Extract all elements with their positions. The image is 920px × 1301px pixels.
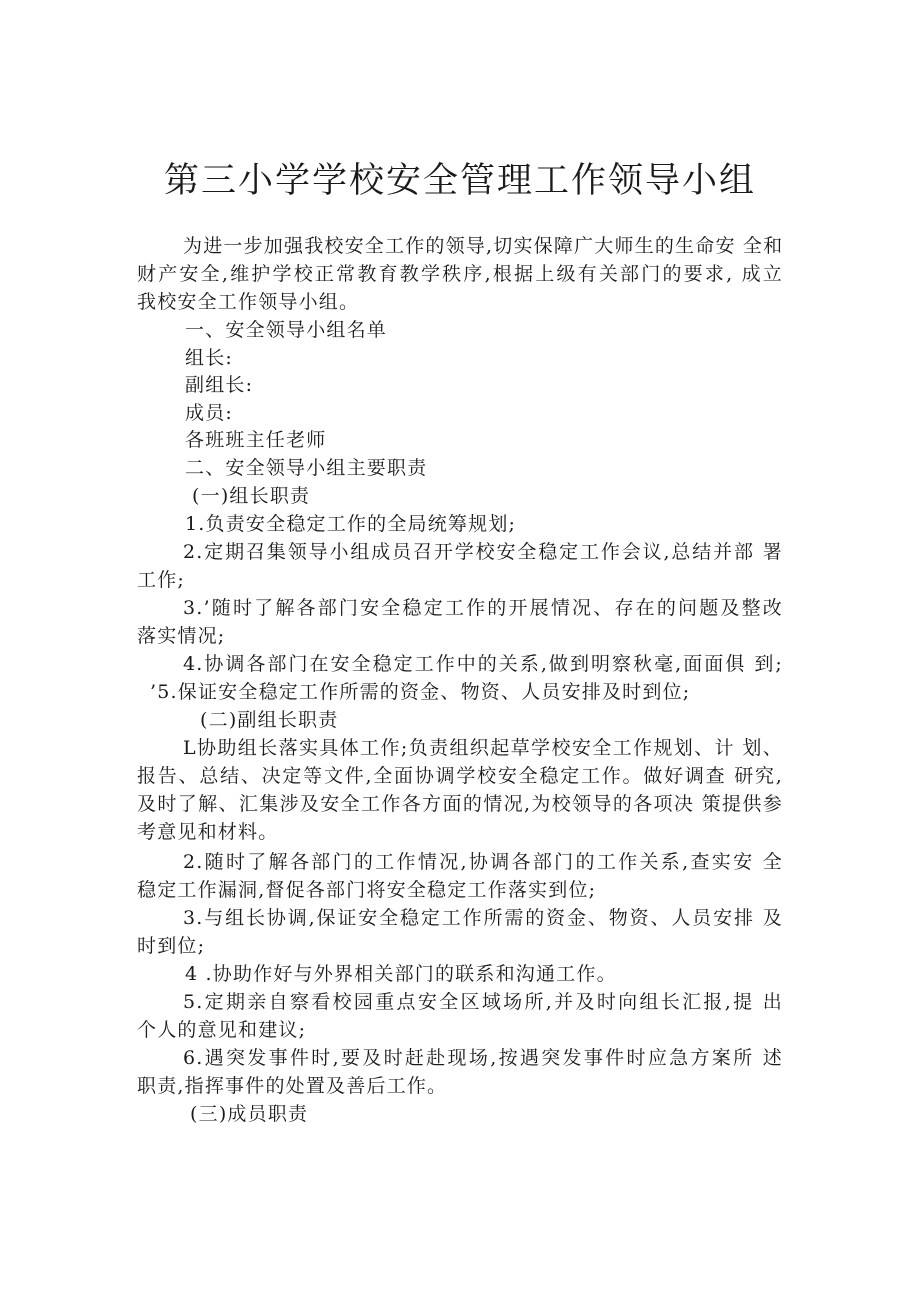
- paragraph-line: 财产安全,维护学校正常教育教学秩序,根据上级有关部门的要求, 成立: [137, 263, 783, 285]
- paragraph-line: 时到位;: [137, 935, 206, 957]
- paragraph-line: 工作;: [137, 569, 186, 591]
- paragraph-line: 5.定期亲自察看校园重点安全区域场所,并及时向组长汇报,提 出: [183, 991, 783, 1013]
- paragraph-line: 4 .协助作好与外界相关部门的联系和沟通工作。: [185, 963, 617, 985]
- subsection-heading: (一)组长职责: [192, 485, 311, 507]
- list-item: 各班班主任老师: [185, 429, 327, 451]
- list-item: 副组长:: [185, 374, 254, 396]
- paragraph-line: L协助组长落实具体工作;负责组织起草学校安全工作规划、计 划、: [183, 737, 783, 759]
- paragraph-line: 2.定期召集领导小组成员召开学校安全稳定工作会议,总结并部 署: [183, 541, 783, 563]
- section-heading: 二、安全领导小组主要职责: [185, 457, 428, 479]
- paragraph-line: 及时了解、汇集涉及安全工作各方面的情况,为校领导的各项决 策提供参: [137, 793, 783, 815]
- paragraph-line: 1.负责安全稳定工作的全局统筹规划;: [185, 513, 517, 535]
- section-heading: 一、安全领导小组名单: [185, 319, 388, 341]
- paragraph-line: 4.协调各部门在安全稳定工作中的关系,做到明察秋毫,面面俱 到;: [183, 653, 783, 675]
- list-item: 组长:: [185, 347, 234, 369]
- paragraph-line: 个人的意见和建议;: [137, 1019, 307, 1041]
- subsection-heading: (二)副组长职责: [200, 709, 339, 731]
- paragraph-line: 报告、总结、决定等文件,全面协调学校安全稳定工作。做好调查 研究,: [137, 765, 783, 787]
- paragraph-line: 为进一步加强我校安全工作的领导,切实保障广大师生的生命安 全和: [183, 235, 784, 257]
- paragraph-line: 2.随时了解各部门的工作情况,协调各部门的工作关系,查实安 全: [183, 851, 783, 873]
- paragraph-line: 我校安全工作领导小组。: [137, 291, 360, 313]
- subsection-heading: (三)成员职责: [190, 1103, 309, 1125]
- paragraph-line: 稳定工作漏洞,督促各部门将安全稳定工作落实到位;: [137, 879, 597, 901]
- list-item: 成员:: [185, 402, 234, 424]
- paragraph-line: 3.与组长协调,保证安全稳定工作所需的资金、物资、人员安排 及: [183, 907, 783, 929]
- document-title: 第三小学学校安全管理工作领导小组: [163, 161, 756, 201]
- paragraph-line: 3.’随时了解各部门安全稳定工作的开展情况、存在的问题及整改: [183, 597, 783, 619]
- paragraph-line: 考意见和材料。: [137, 821, 279, 843]
- paragraph-line: 落实情况;: [137, 625, 226, 647]
- paragraph-line: 职责,指挥事件的处置及善后工作。: [137, 1075, 448, 1097]
- paragraph-line: ’5.保证安全稳定工作所需的资金、物资、人员安排及时到位;: [150, 681, 691, 703]
- paragraph-line: 6.遇突发事件时,要及时赶赴现场,按遇突发事件时应急方案所 述: [183, 1047, 783, 1069]
